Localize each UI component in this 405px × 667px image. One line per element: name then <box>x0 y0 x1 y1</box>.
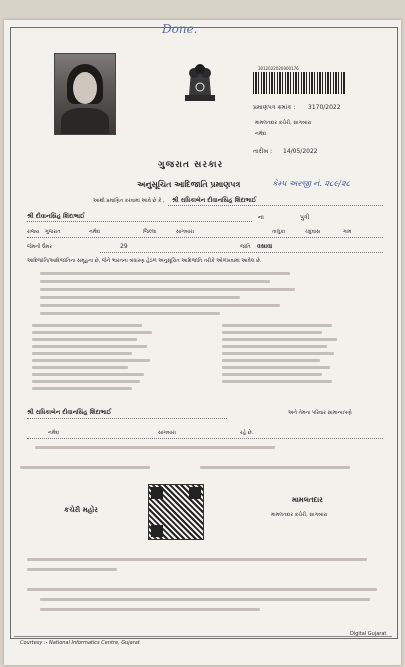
taluka-label: તાલુકા <box>272 229 286 235</box>
tribe-label: જાતિ <box>240 244 251 250</box>
signatory-office: મામલતદાર કચેરી, સાગબારા <box>271 512 328 518</box>
state-emblem-icon <box>183 57 217 103</box>
age: 29 <box>120 243 128 250</box>
district: નર્મદા <box>89 229 101 235</box>
office-line1: મામલતદાર કચેરી, સાગબારા <box>255 120 312 126</box>
cert-title: અનુસૂચિત આદિજાતિ પ્રમાણપત્ર <box>137 180 241 189</box>
barcode-number: 3012022020000176 <box>258 66 299 71</box>
handwritten-annotation: Done. <box>162 22 198 36</box>
village-label: ગામ <box>343 229 352 235</box>
signatory-title: મામલતદાર <box>292 496 323 504</box>
relation: પુત્રી <box>300 214 310 221</box>
father-name: શ્રી દીવાનસિંહ શિંદાભાઈ <box>27 213 85 220</box>
district2: નર્મદા <box>48 430 60 436</box>
cert-no-label: પ્રમાણપત્ર ક્રમાંક : <box>253 104 296 111</box>
barcode <box>253 72 345 94</box>
state-label: રાજ્ય <box>27 229 40 235</box>
age-label: જેમની ઉંમર <box>27 244 52 250</box>
res-status: રહે છે. <box>240 430 254 436</box>
digital-gujarat-label: Digital Gujarat <box>350 631 387 637</box>
cert-no: 3170/2022 <box>308 104 341 111</box>
tribe: વસાવા <box>257 243 273 250</box>
office-line2: નર્મદા <box>255 131 267 137</box>
taluka: સાગબારા <box>176 229 194 235</box>
state: ગુજરાત <box>45 229 61 235</box>
resident-line: અને તેમના પરિવાર સામાન્યપણે <box>288 410 352 416</box>
date-label: તારીખ : <box>253 148 273 155</box>
village: ચંદુવાસ <box>305 229 321 235</box>
relation-label: ના <box>258 214 264 221</box>
applicant-photo <box>54 53 116 135</box>
qr-code <box>148 484 204 540</box>
issue-date: 14/05/2022 <box>283 148 318 155</box>
resident-name: શ્રી રાધિકાબેન દીવાનસિંહ શિંદાભાઈ <box>27 409 112 416</box>
handwritten-number: કેમ્પ અરજી નં. ૨૮૯/૨૮ <box>272 179 351 188</box>
applicant-name: શ્રી રાધિકાબેન દીવાનસિંહ શિંદાભાઈ <box>172 197 257 204</box>
district-label: જિલ્લા <box>143 229 157 235</box>
tribe-line: આદિજાતિ/આદિજાતિના સમૂહના છે, જેને ભારતના બંધારણ હેઠળ અનુસૂચિત આદિજાતિ તરીકે ઓળખવામાં આવેલ છે. <box>27 258 262 264</box>
govt-title: ગુજરાત સરકાર <box>158 160 224 170</box>
certify-intro: આથી પ્રમાણિત કરવામાં આવે છે કે , <box>93 198 165 204</box>
office-seal-label: કચેરી મહોર <box>64 506 98 514</box>
courtesy-footer: Courtesy :- National Informatics Centre, Gujarat <box>20 640 140 646</box>
taluka2: સાગબારા <box>158 430 176 436</box>
